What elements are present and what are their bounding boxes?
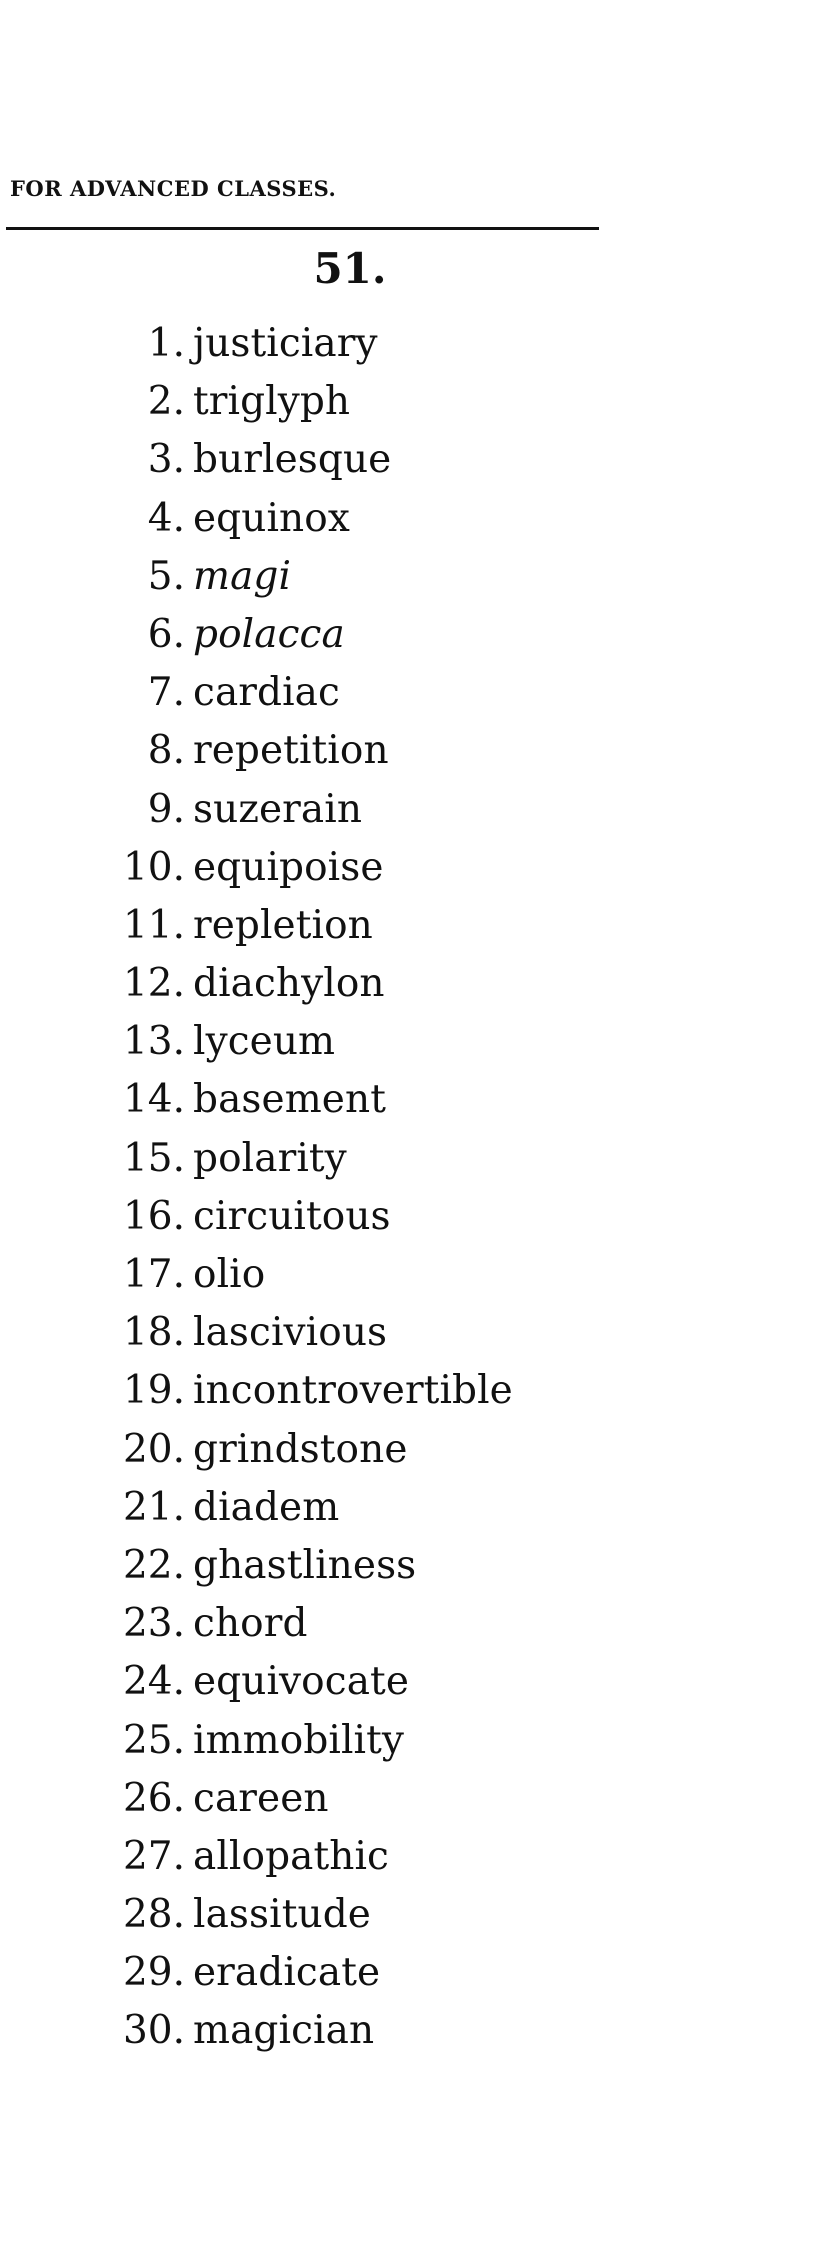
list-item [0,1362,827,1420]
item-word: immobility [193,1717,405,1763]
list-item [0,1653,827,1711]
item-number: 27. [122,1833,185,1879]
item-number: 2. [147,379,185,425]
item-number: 30. [122,2008,185,2054]
item-number: 28. [122,1892,185,1938]
list-item [0,1770,827,1828]
item-word: olio [193,1252,266,1297]
list-item [0,1246,827,1304]
item-word: lascivious [193,1310,388,1356]
item-number: 16. [122,1193,185,1239]
list-item [0,1188,827,1246]
item-number: 11. [122,902,185,948]
list-item [0,2002,827,2060]
list-item [0,839,827,897]
list-item [0,897,827,955]
item-word: eradicate [193,1950,381,1996]
list-item [0,1828,827,1886]
item-number: 18. [122,1310,185,1356]
item-number: 3. [147,437,185,483]
list-item [0,1595,827,1653]
list-item [0,1537,827,1595]
item-word: allopathic [193,1833,389,1879]
item-word: suzerain [193,786,363,832]
item-number: 26. [122,1775,185,1821]
item-number: 15. [122,1135,185,1181]
list-item [0,315,827,373]
item-word: lyceum [193,1019,336,1065]
list-item [0,722,827,780]
list-item [0,490,827,548]
list-item [0,781,827,839]
item-word: diadem [193,1484,340,1530]
item-number: 4. [147,495,185,541]
item-word: polarity [193,1135,347,1181]
list-item [0,431,827,489]
header-rule [6,227,599,230]
item-word: magi [193,553,292,599]
item-word: burlesque [193,437,392,483]
item-number: 25. [122,1717,185,1763]
running-head: FOR ADVANCED CLASSES. [10,176,337,201]
item-word: repetition [193,728,389,774]
list-item [0,1013,827,1071]
list-item [0,1130,827,1188]
item-number: 20. [122,1426,185,1472]
list-item [0,955,827,1013]
item-number: 5. [147,553,185,599]
item-number: 21. [122,1484,185,1530]
list-item [0,548,827,606]
word-list [0,315,827,2061]
item-word: magician [193,2008,375,2054]
item-number: 8. [147,728,185,774]
list-item [0,1712,827,1770]
list-item [0,664,827,722]
item-word: careen [193,1775,329,1821]
item-word: cardiac [193,670,340,716]
list-item [0,1071,827,1129]
item-number: 24. [122,1659,185,1705]
list-item [0,1886,827,1944]
item-word: incontrovertible [193,1368,513,1414]
item-word: justiciary [193,321,378,366]
item-word: lassitude [193,1892,371,1938]
item-word: circuitous [193,1193,391,1239]
item-word: basement [193,1077,386,1123]
item-number: 1. [147,321,185,366]
item-number: 13. [122,1019,185,1065]
item-word: grindstone [193,1426,408,1472]
item-word: equipoise [193,844,384,890]
item-number: 6. [147,611,185,657]
item-word: equinox [193,495,350,541]
item-number: 29. [122,1950,185,1996]
item-word: diachylon [193,961,385,1007]
list-item [0,1304,827,1362]
item-number: 23. [122,1601,185,1647]
item-word: repletion [193,902,373,948]
item-number: 9. [147,786,185,832]
list-item [0,606,827,664]
item-number: 17. [122,1252,185,1297]
item-word: chord [193,1601,308,1647]
item-number: 10. [122,844,185,890]
item-word: ghastliness [193,1542,417,1588]
list-item [0,1944,827,2002]
lesson-number: 51. [313,244,387,293]
item-number: 19. [122,1368,185,1414]
item-number: 22. [122,1542,185,1588]
item-number: 12. [122,961,185,1007]
item-number: 14. [122,1077,185,1123]
list-item [0,373,827,431]
list-item [0,1421,827,1479]
item-word: triglyph [193,379,351,425]
item-word: polacca [193,611,345,657]
list-item [0,1479,827,1537]
item-number: 7. [147,670,185,716]
item-word: equivocate [193,1659,409,1705]
